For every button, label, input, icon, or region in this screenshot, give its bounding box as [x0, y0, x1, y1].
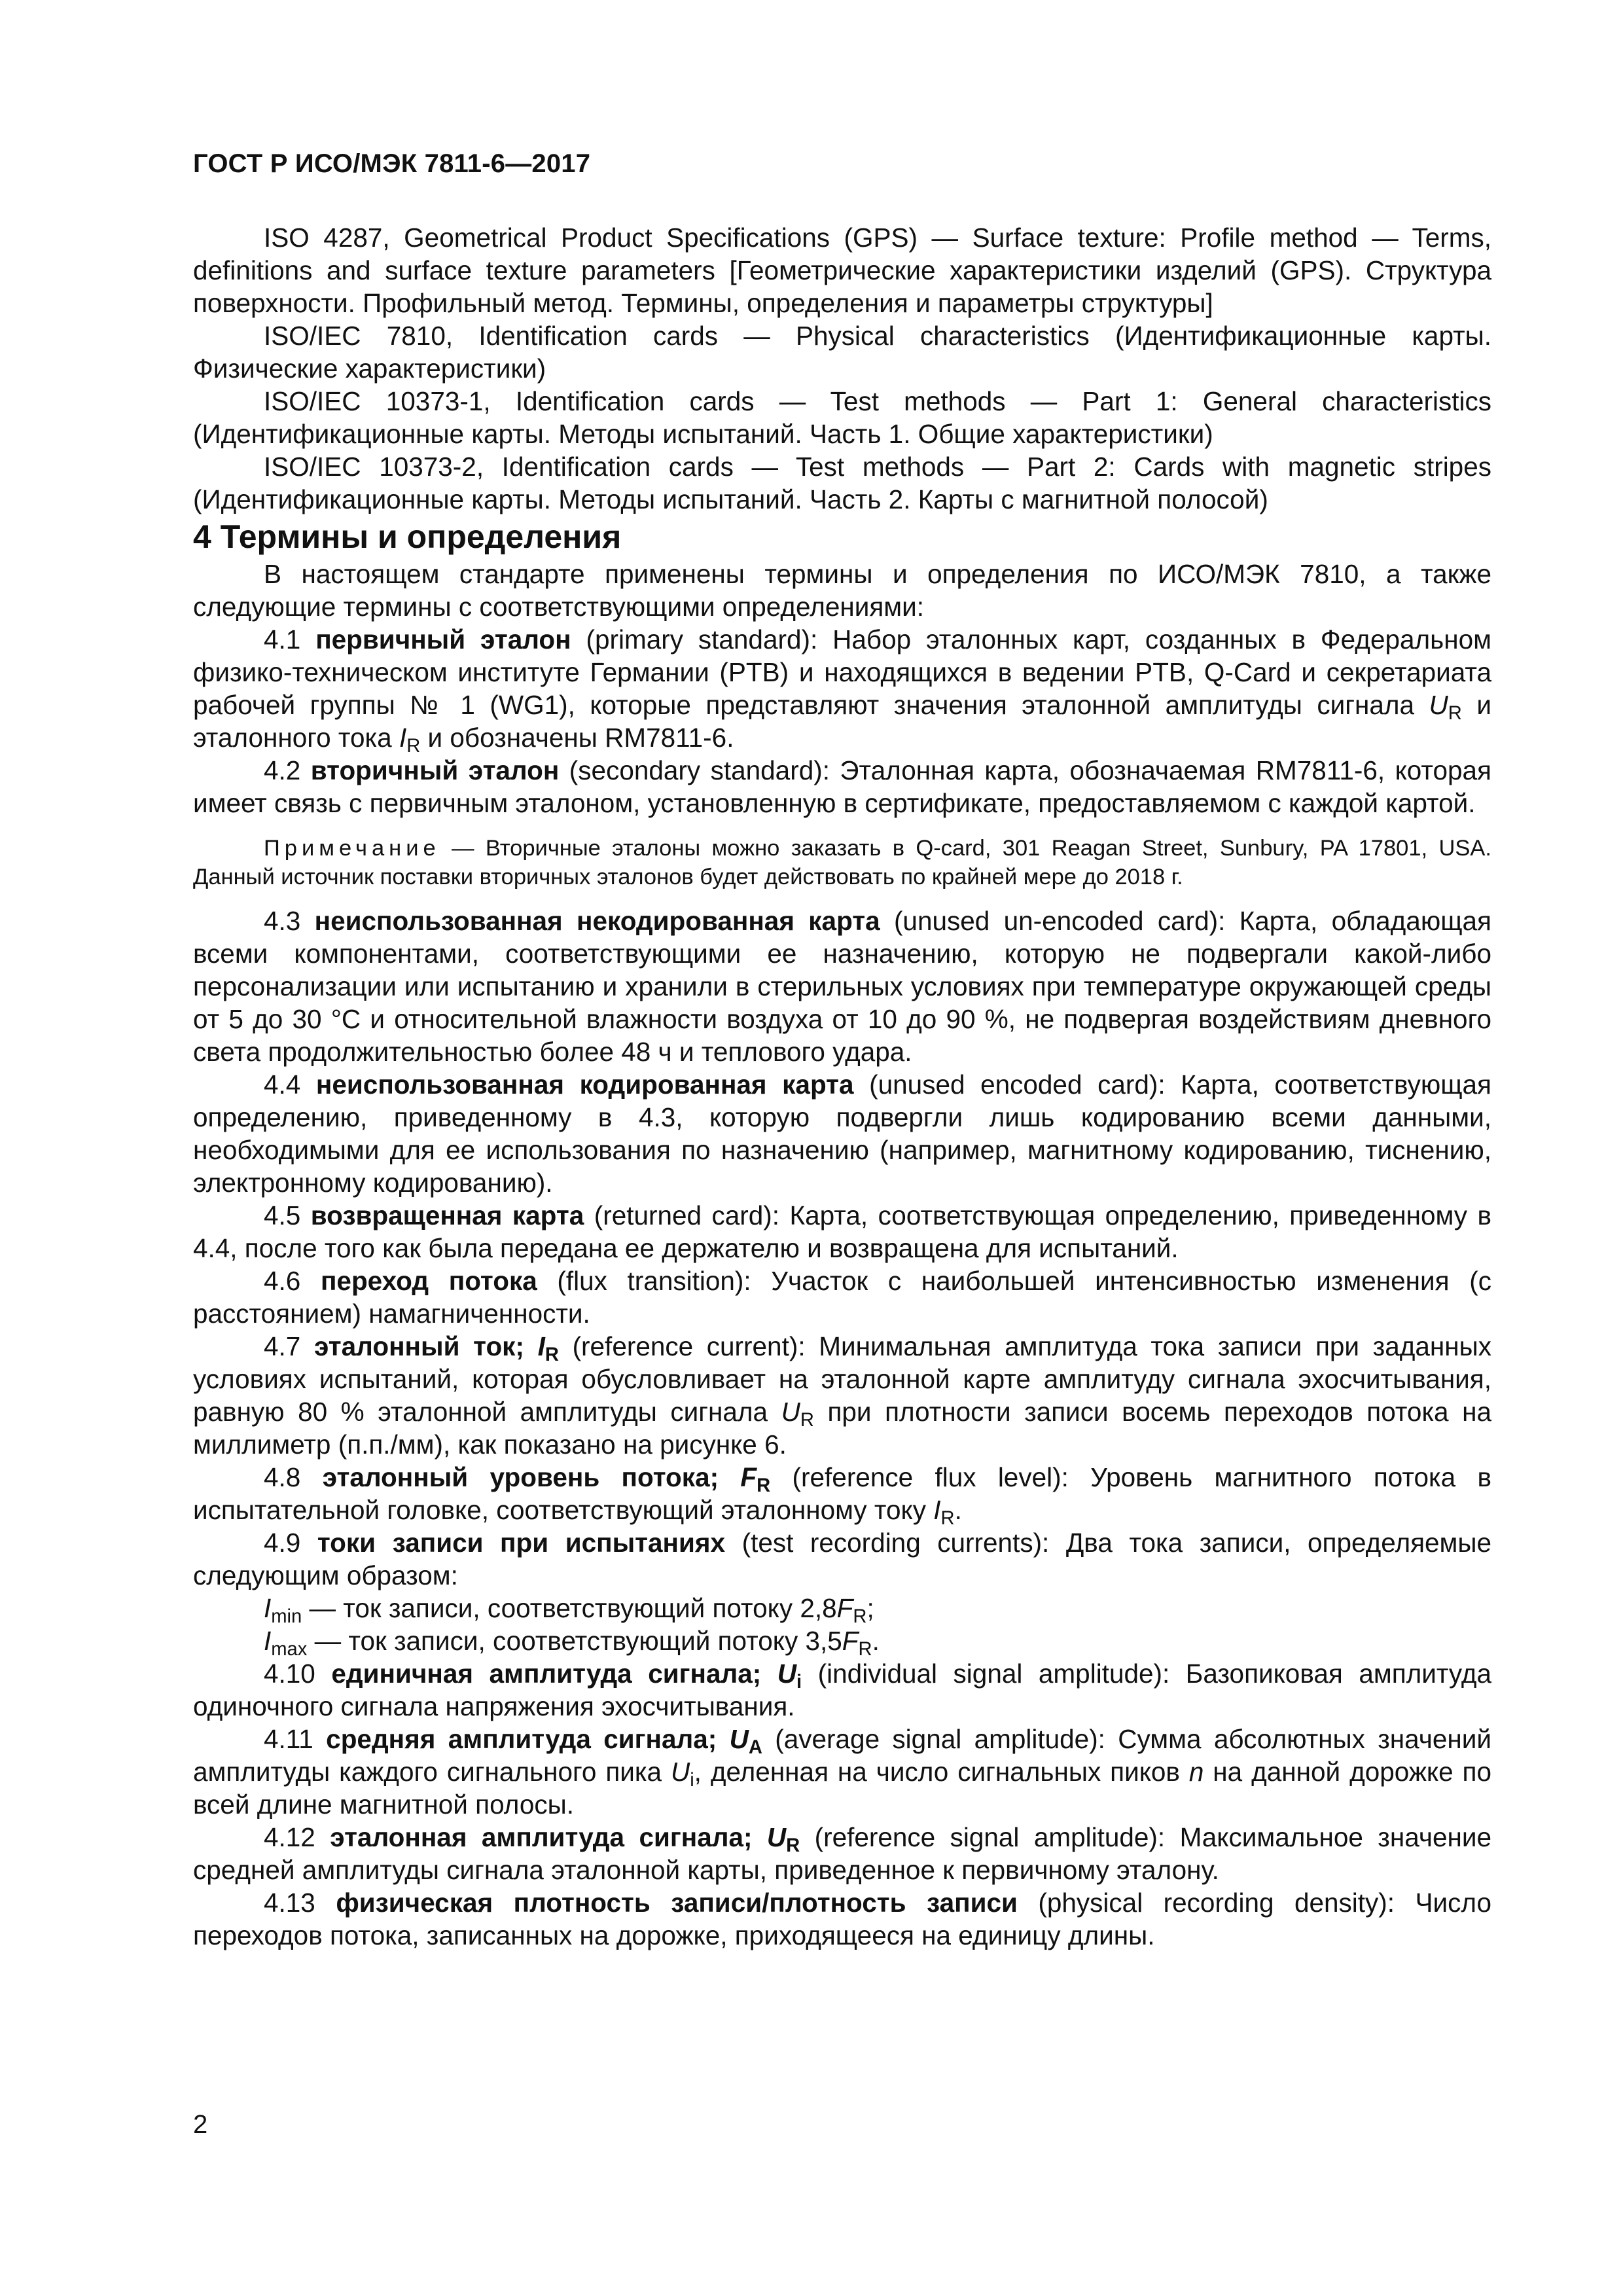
definition-4-7: 4.7 эталонный ток; $I_R$ (reference current): Минимальная амплитуда тока записи при заданных условиях испытаний, которая обусловливает на эталонной карте амплитуду сигнала эхосчитывания, равную 80 % эталонной амплитуды сигнала $U_R$ при плотности записи восемь переходов потока на миллиметр (п.п./мм), как показано на рисунке 6. — [193, 1331, 1492, 1460]
term: эталонная амплитуда сигнала; — [330, 1822, 767, 1852]
definition-4-1: 4.1 первичный эталон (primary standard): Набор эталонных карт, созданных в Федеральном физико-техническом институте Германии (PTB) и находящихся в ведении PTB, Q-Card и секретариата рабочей группы № 1 (WG1), которые представляют значения эталонной амплитуды сигнала $U_R$ и эталонного тока $I_R$ и обозначены RM7811-6. — [193, 624, 1491, 757]
note: Примечание — Вторичные эталоны можно заказать в Q-card, 301 Reagan Street, Sunbury, PA 17801, USA. Данный источник поставки вторичных эталонов будет действовать по крайней мере до 2018 г. — [193, 836, 1491, 889]
formula-line: $I_{min}$ — ток записи, соответствующий потоку $2,8F_R$; — [264, 1593, 874, 1628]
definition-4-3: 4.3 неиспользованная некодированная карта (unused un-encoded card): Карта, обладающая всеми компонентами, соответствующими ее назначению, которую не подвергали какой-либо персонализации или испытанию и хранили в стерильных условиях при температуре окружающей среды от 5 до 30 °C и относительной влажности воздуха от 10 до 90 %, не подвергая воздействиям дневного света продолжительностью более 48 ч и теплового удара. — [193, 906, 1491, 1067]
term: эталонный уровень потока; — [322, 1462, 741, 1492]
definition-4-12: 4.12 эталонная амплитуда сигнала; $U_R$ (reference signal amplitude): Максимальное значение средней амплитуды сигнала эталонной карты, приведенное к первичному эталону. — [193, 1822, 1491, 1885]
note-label: Примечание — [264, 836, 440, 861]
section-intro: В настоящем стандарте применены термины и определения по ИСО/МЭК 7810, а также следующие термины с соответствующими определениями: — [193, 559, 1491, 622]
term: переход потока — [320, 1266, 537, 1296]
formula-line: $I_{max}$ — ток записи, соответствующий потоку $3,5F_R$. — [264, 1626, 880, 1660]
document-header: ГОСТ Р ИСО/МЭК 7811-6—2017 — [193, 149, 591, 178]
definition-4-11: 4.11 средняя амплитуда сигнала; $U_A$ (average signal amplitude): Сумма абсолютных значений амплитуды каждого сигнального пика $U_i$, деленная на число сигнальных пиков n на данной дорожке по всей длине магнитной полосы. — [193, 1724, 1491, 1820]
page-number: 2 — [193, 2110, 208, 2139]
definition-4-8: 4.8 эталонный уровень потока; $F_R$ (reference flux level): Уровень магнитного потока в испытательной головке, соответствующий эталонному току $I_R$. — [193, 1462, 1491, 1530]
reference-item: ISO/IEC 10373-2, Identification cards — Test methods — Part 2: Cards with magnetic stripes (Идентификационные карты. Методы испытаний. Часть 2. Карты с магнитной полосой) — [193, 452, 1491, 514]
page-content — [193, 221, 1491, 1952]
term: неиспользованная некодированная карта — [314, 906, 880, 936]
term: возвращенная карта — [310, 1200, 584, 1230]
definition-4-9: 4.9 токи записи при испытаниях (test recording currents): Два тока записи, определяемые следующим образом: — [193, 1528, 1492, 1590]
definition-4-10: 4.10 единичная амплитуда сигнала; $U_i$ (individual signal amplitude): Базопиковая амплитуда одиночного сигнала напряжения эхосчитывания. — [193, 1659, 1491, 1721]
term: средняя амплитуда сигнала; — [326, 1724, 730, 1754]
reference-item: ISO/IEC 10373-1, Identification cards — Test methods — Part 1: General characteristics (Идентификационные карты. Методы испытаний. Часть 1. Общие характеристики) — [193, 386, 1491, 449]
section-heading: 4 Термины и определения — [193, 518, 622, 555]
definition-4-2: 4.2 вторичный эталон (secondary standard): Эталонная карта, обозначаемая RM7811-6, которая имеет связь с первичным эталоном, установленную в сертификате, предоставляемом с каждой картой. — [193, 755, 1491, 818]
term: физическая плотность записи/плотность записи — [336, 1888, 1018, 1918]
term: эталонный ток; — [313, 1331, 538, 1361]
definition-4-13: 4.13 физическая плотность записи/плотность записи (physical recording density): Число переходов потока, записанных на дорожке, приходящееся на единицу длины. — [193, 1888, 1491, 1950]
term: первичный эталон — [315, 624, 571, 655]
definition-4-6: 4.6 переход потока (flux transition): Участок с наибольшей интенсивностью изменения (с расстоянием) намагниченности. — [193, 1266, 1491, 1329]
term: вторичный эталон — [310, 755, 560, 785]
reference-item: ISO/IEC 7810, Identification cards — Physical characteristics (Идентификационные карты. Физические характеристики) — [193, 321, 1491, 384]
definition-4-4: 4.4 неиспользованная кодированная карта (unused encoded card): Карта, соответствующая определению, приведенному в 4.3, которую подвергли лишь кодированию всеми данными, необходимыми для ее использования по назначению (например, магнитному кодированию, тиснению, электронному кодированию). — [193, 1069, 1491, 1198]
term: единичная амплитуда сигнала; — [331, 1659, 777, 1689]
term: токи записи при испытаниях — [317, 1528, 726, 1558]
term: неиспользованная кодированная карта — [315, 1069, 854, 1100]
definition-4-5: 4.5 возвращенная карта (returned card): Карта, соответствующая определению, приведенному в 4.4, после того как была передана ее держателю и возвращена для испытаний. — [193, 1200, 1491, 1263]
reference-item: ISO 4287, Geometrical Product Specifications (GPS) — Surface texture: Profile method — Terms, definitions and surface texture parameters [Геометрические характеристики изделий (GPS). Структура поверхности. Профильный метод. Термины, определения и параметры структуры] — [193, 223, 1491, 318]
